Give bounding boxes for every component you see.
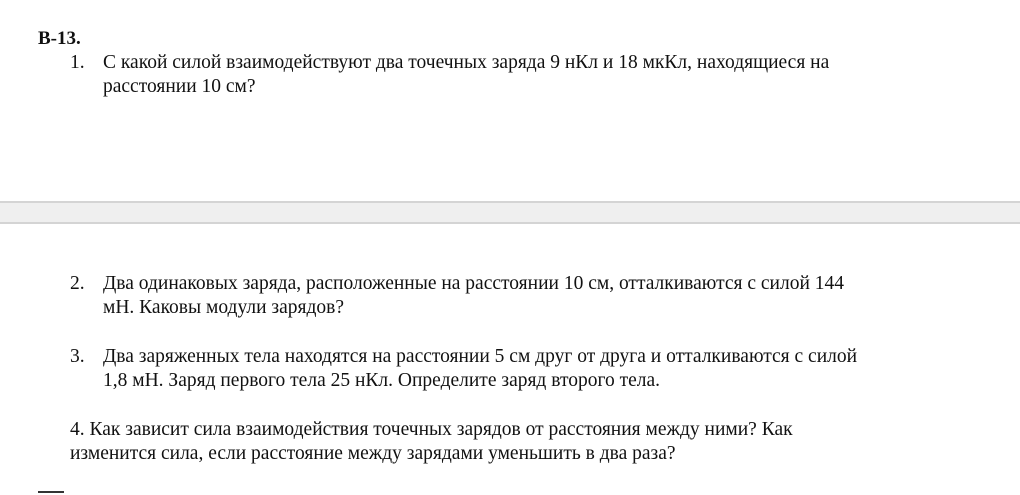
question-text-line-1: Два заряженных тела находятся на расстоянии 5 см друг от друга и отталкиваются с силой bbox=[103, 346, 858, 367]
question-text-line-1: Два одинаковых заряда, расположенные на расстоянии 10 см, отталкиваются с силой 144 bbox=[103, 273, 845, 294]
variant-heading: В-13. bbox=[38, 28, 81, 49]
question-3 bbox=[70, 345, 970, 393]
question-number: 2. bbox=[70, 273, 85, 294]
page-break-divider bbox=[0, 201, 1020, 224]
question-text-line-1: С какой силой взаимодействуют два точечных заряда 9 нКл и 18 мкКл, находящиеся на bbox=[103, 52, 830, 73]
question-1 bbox=[70, 51, 970, 99]
cropped-next-heading-fragment bbox=[38, 488, 74, 495]
question-text-line-1: 4. Как зависит сила взаимодействия точечных зарядов от расстояния между ними? Как bbox=[70, 419, 793, 440]
question-text-line-2: изменится сила, если расстояние между зарядами уменьшить в два раза? bbox=[70, 443, 676, 464]
question-number: 3. bbox=[70, 346, 85, 367]
question-text-line-2: мН. Каковы модули зарядов? bbox=[103, 297, 344, 318]
question-4 bbox=[70, 418, 970, 466]
question-2 bbox=[70, 272, 970, 320]
question-text-line-2: 1,8 мН. Заряд первого тела 25 нКл. Определите заряд второго тела. bbox=[103, 370, 661, 391]
question-text-line-2: расстоянии 10 см? bbox=[103, 76, 256, 97]
question-number: 1. bbox=[70, 52, 85, 73]
